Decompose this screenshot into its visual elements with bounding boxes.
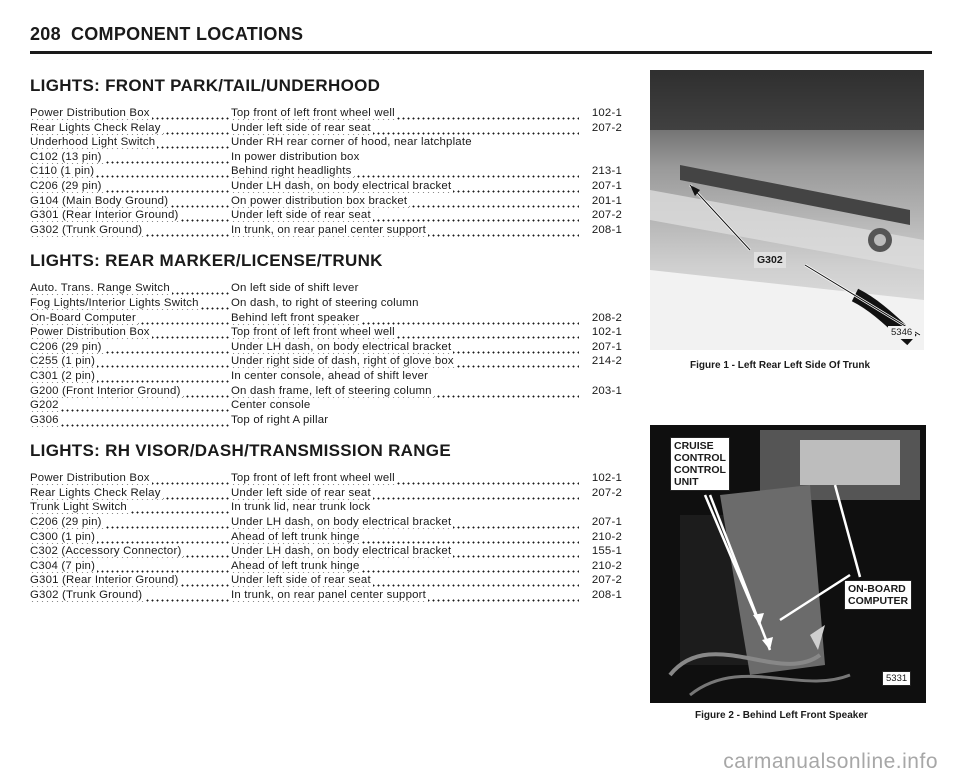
- location-row: [30, 121, 630, 136]
- component-name: C206 (29 pin): [30, 515, 231, 530]
- component-name: Power Distribution Box: [30, 325, 231, 340]
- component-location: Under right side of dash, right of glove box: [231, 354, 579, 369]
- figure-1-photo: [650, 70, 924, 350]
- location-row: [30, 296, 630, 311]
- component-name: G302 (Trunk Ground): [30, 223, 231, 238]
- photo-number: 5331: [882, 671, 911, 686]
- component-location: Under left side of rear seat: [231, 208, 579, 223]
- on-board-computer-callout: ON-BOARD COMPUTER: [844, 580, 912, 610]
- component-location: Ahead of left trunk hinge: [231, 559, 579, 574]
- component-location: On left side of shift lever: [231, 282, 359, 295]
- component-location: On power distribution box bracket: [231, 194, 579, 209]
- page-reference: 208-2: [591, 311, 622, 324]
- component-name: G200 (Front Interior Ground): [30, 384, 231, 399]
- component-name: Fog Lights/Interior Lights Switch: [30, 296, 231, 311]
- component-name: G202: [30, 398, 231, 413]
- page-reference: [579, 413, 624, 428]
- page-reference: 102-1: [591, 472, 622, 485]
- component-location: Under RH rear corner of hood, near latchplate: [231, 136, 472, 149]
- location-row: [30, 194, 630, 209]
- component-location: Top front of left front wheel well: [231, 106, 579, 121]
- page-reference: 207-2: [591, 574, 622, 587]
- page-reference: 207-1: [591, 516, 622, 529]
- component-name: C255 (1 pin): [30, 354, 231, 369]
- g302-callout: G302: [754, 252, 786, 268]
- figure-2-caption: Figure 2 - Behind Left Front Speaker: [695, 710, 868, 721]
- component-name: C206 (29 pin): [30, 179, 231, 194]
- page-reference: [579, 296, 624, 311]
- page-reference: 207-1: [591, 179, 622, 192]
- component-location: Behind left front speaker: [231, 311, 579, 326]
- location-row: [30, 150, 630, 165]
- location-row: [30, 354, 630, 369]
- component-location: Behind right headlights: [231, 164, 579, 179]
- page-reference: 208-1: [591, 589, 622, 602]
- component-name: Rear Lights Check Relay: [30, 486, 231, 501]
- component-name: Power Distribution Box: [30, 471, 231, 486]
- component-name: G301 (Rear Interior Ground): [30, 573, 231, 588]
- location-row: [30, 208, 630, 223]
- section-rows: [30, 281, 630, 427]
- location-row: [30, 281, 630, 296]
- section-title: LIGHTS: RH VISOR/DASH/TRANSMISSION RANGE: [30, 441, 451, 461]
- component-name: Trunk Light Switch: [30, 500, 231, 515]
- page-reference: 210-2: [591, 530, 622, 543]
- component-location: Top of right A pillar: [231, 413, 329, 426]
- component-location: On dash frame, left of steering column: [231, 384, 579, 399]
- component-location: Under LH dash, on body electrical bracket: [231, 340, 579, 355]
- page-reference: [579, 135, 624, 150]
- page-reference: [579, 369, 624, 384]
- component-location: Under left side of rear seat: [231, 121, 579, 136]
- location-row: [30, 530, 630, 545]
- component-name: G302 (Trunk Ground): [30, 588, 231, 603]
- component-name: Auto. Trans. Range Switch: [30, 281, 231, 296]
- trunk-photo-illustration: [650, 70, 924, 350]
- location-row: [30, 325, 630, 340]
- component-location: In trunk lid, near trunk lock: [231, 501, 371, 514]
- component-name: Rear Lights Check Relay: [30, 121, 231, 136]
- component-name: C300 (1 pin): [30, 530, 231, 545]
- cruise-control-unit-callout: CRUISE CONTROL CONTROL UNIT: [670, 437, 730, 491]
- page-reference: 102-1: [591, 107, 622, 119]
- location-row: [30, 544, 630, 559]
- component-name: C206 (29 pin): [30, 340, 231, 355]
- component-name: C301 (2 pin): [30, 369, 231, 384]
- component-location: In center console, ahead of shift lever: [231, 369, 429, 382]
- location-row: [30, 486, 630, 501]
- figure-2-photo: [650, 425, 926, 703]
- component-location: In trunk, on rear panel center support: [231, 588, 579, 603]
- location-row: [30, 106, 630, 121]
- page-reference: 214-2: [591, 355, 622, 368]
- section: [30, 251, 630, 427]
- location-row: [30, 559, 630, 574]
- component-location: Under left side of rear seat: [231, 573, 579, 588]
- page-number: 208: [30, 24, 61, 44]
- location-row: [30, 413, 630, 428]
- component-location: In power distribution box: [231, 150, 360, 163]
- page-reference: 208-1: [591, 223, 622, 236]
- location-row: [30, 223, 630, 238]
- component-location: Top front of left front wheel well: [231, 325, 579, 340]
- page-title: COMPONENT LOCATIONS: [70, 24, 304, 44]
- page-reference: 207-1: [591, 340, 622, 353]
- figure-1-caption: Figure 1 - Left Rear Left Side Of Trunk: [690, 360, 871, 371]
- page-reference: 207-2: [591, 121, 622, 134]
- component-location: Center console: [231, 399, 311, 412]
- page-reference: 207-2: [591, 486, 622, 499]
- location-row: [30, 398, 630, 413]
- section-rows: [30, 471, 630, 602]
- location-row: [30, 588, 630, 603]
- component-location: Ahead of left trunk hinge: [231, 530, 579, 545]
- component-location: Top front of left front wheel well: [231, 471, 579, 486]
- section: [30, 76, 630, 237]
- component-name: Power Distribution Box: [30, 106, 231, 121]
- page-reference: 102-1: [591, 326, 622, 339]
- location-row: [30, 135, 630, 150]
- section: [30, 441, 630, 602]
- component-name: On-Board Computer: [30, 311, 231, 326]
- location-row: [30, 573, 630, 588]
- location-row: [30, 164, 630, 179]
- section-title: LIGHTS: REAR MARKER/LICENSE/TRUNK: [30, 251, 383, 271]
- page-reference: [579, 150, 624, 165]
- location-row: [30, 340, 630, 355]
- component-location: In trunk, on rear panel center support: [231, 223, 579, 238]
- watermark: carmanualsonline.info: [723, 750, 938, 773]
- page-reference: 155-1: [591, 545, 622, 558]
- page-reference: 213-1: [591, 165, 622, 178]
- page-reference: [579, 500, 624, 515]
- page-reference: 207-2: [591, 209, 622, 222]
- location-row: [30, 500, 630, 515]
- component-location: Under LH dash, on body electrical bracket: [231, 179, 579, 194]
- location-row: [30, 515, 630, 530]
- location-row: [30, 471, 630, 486]
- component-name: C102 (13 pin): [30, 150, 231, 165]
- component-name: C304 (7 pin): [30, 559, 231, 574]
- component-location: Under LH dash, on body electrical bracket: [231, 515, 579, 530]
- section-rows: [30, 106, 630, 237]
- page-header: [30, 24, 932, 54]
- component-name: C110 (1 pin): [30, 164, 231, 179]
- component-location: Under left side of rear seat: [231, 486, 579, 501]
- component-location: Under LH dash, on body electrical bracket: [231, 544, 579, 559]
- component-location: On dash, to right of steering column: [231, 296, 419, 309]
- location-row: [30, 369, 630, 384]
- location-row: [30, 179, 630, 194]
- page-reference: 210-2: [591, 559, 622, 572]
- page-reference: 203-1: [591, 384, 622, 397]
- page-reference: 201-1: [591, 194, 622, 207]
- component-name: G306: [30, 413, 231, 428]
- section-title: LIGHTS: FRONT PARK/TAIL/UNDERHOOD: [30, 76, 381, 95]
- location-row: [30, 384, 630, 399]
- page-reference: [579, 398, 624, 413]
- photo-number: 5346: [888, 326, 915, 339]
- component-name: G301 (Rear Interior Ground): [30, 208, 231, 223]
- component-name: Underhood Light Switch: [30, 135, 231, 150]
- component-name: C302 (Accessory Connector): [30, 544, 231, 559]
- component-location-list: [30, 62, 630, 603]
- location-row: [30, 311, 630, 326]
- component-name: G104 (Main Body Ground): [30, 194, 231, 209]
- page-reference: [579, 281, 624, 296]
